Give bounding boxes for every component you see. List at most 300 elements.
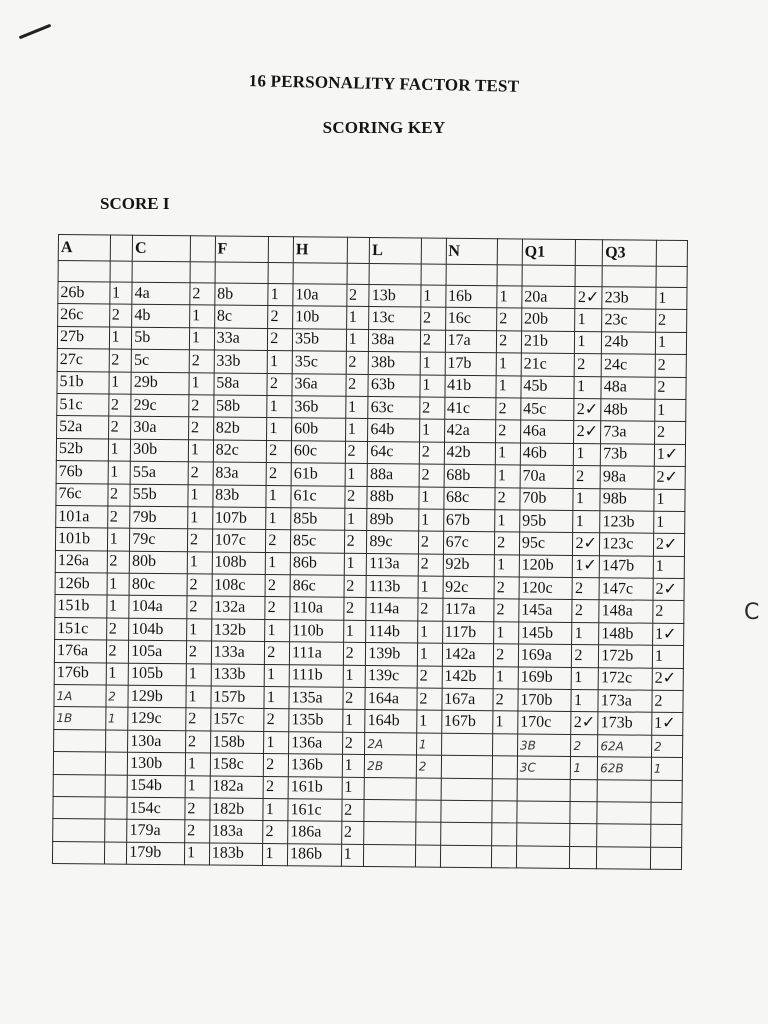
score-cell: 2 xyxy=(188,417,213,440)
score-cell: 1 xyxy=(346,329,369,352)
score-cell xyxy=(492,801,517,824)
score-cell: 2✓ xyxy=(652,668,683,691)
score-cell: 2 xyxy=(345,441,368,464)
item-cell: 48a xyxy=(601,376,655,399)
score-cell: 1 xyxy=(186,686,211,709)
score-cell: 2 xyxy=(572,645,599,668)
score-cell: 1 xyxy=(655,332,686,355)
score-cell: 2 xyxy=(268,328,293,351)
item-cell: 135b xyxy=(289,709,343,732)
score-cell: 1 xyxy=(263,843,288,866)
item-cell: 42b xyxy=(444,442,496,465)
score-cell: 1 xyxy=(421,285,446,308)
scoring-key-table xyxy=(52,234,688,870)
item-cell: 58b xyxy=(213,395,267,418)
table-row xyxy=(52,841,681,869)
score-cell: 1 xyxy=(341,844,364,867)
score-cell: 1 xyxy=(571,757,598,780)
score-cell: 1 xyxy=(416,733,441,756)
score-cell: 2 xyxy=(264,754,289,777)
item-cell: 52b xyxy=(56,438,108,461)
score-cell: 1 xyxy=(495,510,520,533)
item-cell: 83a xyxy=(213,462,267,485)
item-cell: 67b xyxy=(443,509,495,532)
item-cell: 129b xyxy=(128,685,186,708)
score-cell: 1 xyxy=(189,328,214,351)
item-cell: 58a xyxy=(214,373,268,396)
item-cell: 151b xyxy=(55,595,107,618)
score-cell: 2 xyxy=(187,596,212,619)
item-cell: 61b xyxy=(291,463,345,486)
blank-cell xyxy=(602,266,656,288)
score-cell: 2 xyxy=(494,599,519,622)
score-cell: 2 xyxy=(108,394,131,417)
item-cell xyxy=(364,799,416,822)
item-cell: 105b xyxy=(128,663,186,686)
item-cell: 107c xyxy=(212,529,266,552)
item-cell: 101b xyxy=(55,528,107,551)
item-cell: 92b xyxy=(443,554,495,577)
score-cell: 1✓ xyxy=(573,555,600,578)
item-cell: 82c xyxy=(213,440,267,463)
item-cell: 29b xyxy=(131,372,189,395)
header-blank-cell xyxy=(190,236,215,262)
score-cell: 2 xyxy=(652,690,683,713)
item-cell xyxy=(441,733,493,756)
score-cell: 1 xyxy=(571,689,598,712)
score-heading: SCORE I xyxy=(100,194,170,213)
header-blank-cell xyxy=(269,237,294,263)
score-cell xyxy=(104,819,127,842)
item-cell: 62B xyxy=(598,757,652,780)
factor-header: F xyxy=(215,236,269,263)
item-cell: 67c xyxy=(443,532,495,555)
score-cell: 1 xyxy=(417,643,442,666)
score-cell: 2 xyxy=(342,799,365,822)
item-cell: 157c xyxy=(210,708,264,731)
item-cell: 117b xyxy=(442,621,494,644)
score-cell: 2 xyxy=(189,395,214,418)
item-cell: 169b xyxy=(518,667,572,690)
score-cell: 1 xyxy=(573,488,600,511)
score-cell xyxy=(415,845,440,868)
score-cell: 1 xyxy=(268,284,293,307)
item-cell: 63c xyxy=(368,396,420,419)
score-cell: 1 xyxy=(493,666,518,689)
item-cell: 89c xyxy=(367,531,419,554)
item-cell: 13c xyxy=(369,307,421,330)
score-cell: 2 xyxy=(418,554,443,577)
score-cell: 1 xyxy=(267,395,292,418)
score-cell xyxy=(416,822,441,845)
item-cell xyxy=(597,779,651,802)
item-cell: 147b xyxy=(600,555,654,578)
score-cell: 1 xyxy=(656,287,687,310)
item-cell xyxy=(597,824,651,847)
score-cell: 2 xyxy=(268,306,293,329)
score-cell xyxy=(493,734,518,757)
item-cell: 16b xyxy=(445,285,497,308)
score-cell: 2✓ xyxy=(653,534,684,557)
item-cell: 92c xyxy=(443,576,495,599)
score-cell xyxy=(651,802,682,825)
score-cell: 2✓ xyxy=(574,398,601,421)
score-cell: 1 xyxy=(345,419,368,442)
item-cell: 120c xyxy=(519,577,573,600)
item-cell: 82b xyxy=(213,417,267,440)
score-cell xyxy=(492,778,517,801)
item-cell: 86c xyxy=(290,575,344,598)
item-cell: 114a xyxy=(366,598,418,621)
score-cell: 2 xyxy=(343,643,366,666)
item-cell: 123b xyxy=(600,511,654,534)
item-cell: 51b xyxy=(57,371,109,394)
item-cell: 110b xyxy=(290,620,344,643)
item-cell: 130a xyxy=(128,730,186,753)
item-cell: 126b xyxy=(55,573,107,596)
score-cell xyxy=(492,823,517,846)
score-cell: 2 xyxy=(342,732,365,755)
item-cell: 114b xyxy=(366,620,418,643)
score-cell xyxy=(105,730,128,753)
item-cell xyxy=(441,778,493,801)
item-cell: 24c xyxy=(601,354,655,377)
item-cell: 36a xyxy=(292,373,346,396)
score-cell: 1 xyxy=(574,443,601,466)
header-blank-cell xyxy=(347,237,370,263)
item-cell: 132a xyxy=(212,596,266,619)
score-cell: 1 xyxy=(342,710,365,733)
item-cell: 154c xyxy=(127,797,185,820)
score-cell: 1 xyxy=(493,711,518,734)
item-cell xyxy=(53,752,105,775)
score-cell: 2 xyxy=(345,486,368,509)
score-cell: 2 xyxy=(651,735,682,758)
item-cell: 172b xyxy=(599,645,653,668)
item-cell xyxy=(440,800,492,823)
item-cell: 179b xyxy=(127,842,185,865)
score-cell: 1 xyxy=(417,710,442,733)
item-cell: 68c xyxy=(443,487,495,510)
item-cell: 26b xyxy=(58,282,110,305)
score-cell: 2 xyxy=(571,734,598,757)
score-cell: 2 xyxy=(346,374,369,397)
score-cell: 1 xyxy=(343,620,366,643)
item-cell: 36b xyxy=(292,396,346,419)
item-cell: 139b xyxy=(366,643,418,666)
item-cell: 45b xyxy=(521,376,575,399)
item-cell: 157b xyxy=(211,686,265,709)
header-blank-cell xyxy=(656,240,687,266)
score-cell: 2 xyxy=(107,551,130,574)
item-cell: 170c xyxy=(518,711,572,734)
item-cell: 169a xyxy=(518,644,572,667)
item-cell: 95b xyxy=(520,510,574,533)
score-cell: 1 xyxy=(264,664,289,687)
item-cell: 183b xyxy=(209,843,263,866)
score-cell: 1 xyxy=(190,305,215,328)
score-cell: 1 xyxy=(185,753,210,776)
item-cell: 21c xyxy=(521,353,575,376)
score-cell xyxy=(105,775,128,798)
score-cell: 2 xyxy=(418,531,443,554)
item-cell: 110a xyxy=(290,597,344,620)
item-cell: 145b xyxy=(518,622,572,645)
score-cell: 1 xyxy=(345,463,368,486)
score-cell: 1 xyxy=(496,353,521,376)
score-cell: 1 xyxy=(187,619,212,642)
score-cell xyxy=(650,847,681,870)
score-cell: 1 xyxy=(264,731,289,754)
item-cell: 33a xyxy=(214,328,268,351)
score-cell: 1 xyxy=(106,663,129,686)
score-cell xyxy=(492,845,517,868)
score-cell: 1 xyxy=(105,707,128,730)
item-cell: 113a xyxy=(367,553,419,576)
score-cell: 1 xyxy=(185,775,210,798)
item-cell: 70b xyxy=(520,487,574,510)
score-cell: 1✓ xyxy=(652,713,683,736)
item-cell: 132b xyxy=(211,619,265,642)
score-cell: 2 xyxy=(497,330,522,353)
item-cell xyxy=(516,846,570,869)
item-cell: 2A xyxy=(365,732,417,755)
blank-cell xyxy=(58,261,110,282)
item-cell: 79c xyxy=(130,529,188,552)
score-cell: 2✓ xyxy=(574,421,601,444)
score-cell: 2 xyxy=(494,644,519,667)
score-cell: 1 xyxy=(572,667,599,690)
score-cell xyxy=(416,800,441,823)
score-cell xyxy=(571,779,598,802)
score-cell xyxy=(104,797,127,820)
score-cell: 2 xyxy=(107,506,130,529)
score-cell: 2✓ xyxy=(571,712,598,735)
score-cell: 1 xyxy=(266,552,291,575)
score-cell: 1 xyxy=(108,439,131,462)
score-cell: 1 xyxy=(494,622,519,645)
item-cell: 35b xyxy=(292,329,346,352)
item-cell: 186a xyxy=(288,821,342,844)
score-cell: 2 xyxy=(417,666,442,689)
item-cell: 101a xyxy=(56,505,108,528)
score-cell: 1 xyxy=(187,551,212,574)
item-cell: 73b xyxy=(601,443,655,466)
score-cell: 1 xyxy=(572,622,599,645)
page-subtitle: SCORING KEY xyxy=(322,118,446,137)
score-cell: 2 xyxy=(341,822,364,845)
score-cell: 2 xyxy=(264,709,289,732)
item-cell xyxy=(597,846,651,869)
score-cell: 2 xyxy=(266,463,291,486)
score-cell xyxy=(570,846,597,869)
factor-header: H xyxy=(293,237,347,264)
item-cell xyxy=(53,819,105,842)
item-cell: 186b xyxy=(287,843,341,866)
score-cell: 1 xyxy=(342,754,365,777)
item-cell: 38b xyxy=(368,352,420,375)
item-cell: 10a xyxy=(293,284,347,307)
score-cell: 2 xyxy=(263,776,288,799)
score-cell: 1 xyxy=(107,573,130,596)
blank-cell xyxy=(497,265,522,286)
blank-cell xyxy=(446,264,498,285)
factor-header: Q1 xyxy=(522,239,576,266)
score-cell: 2 xyxy=(265,597,290,620)
item-cell: 107b xyxy=(212,507,266,530)
item-cell: 167a xyxy=(442,688,494,711)
item-cell: 129c xyxy=(128,708,186,731)
item-cell: 120b xyxy=(519,555,573,578)
item-cell: 148b xyxy=(599,623,653,646)
score-cell: 1 xyxy=(419,486,444,509)
item-cell xyxy=(364,822,416,845)
score-cell: 1 xyxy=(264,687,289,710)
pen-stroke-mark xyxy=(19,24,52,40)
item-cell: 167b xyxy=(441,711,493,734)
score-cell: 1 xyxy=(655,399,686,422)
item-cell: 113b xyxy=(366,576,418,599)
score-cell: 2 xyxy=(189,350,214,373)
item-cell: 45c xyxy=(521,398,575,421)
score-cell: 2 xyxy=(496,420,521,443)
score-cell: 1 xyxy=(107,528,130,551)
item-cell: 20b xyxy=(521,308,575,331)
item-cell: 51c xyxy=(57,393,109,416)
item-cell: 139c xyxy=(365,665,417,688)
item-cell: 136a xyxy=(289,732,343,755)
item-cell: 173a xyxy=(598,690,652,713)
score-cell xyxy=(570,801,597,824)
score-cell: 1 xyxy=(343,665,366,688)
item-cell: 158c xyxy=(210,753,264,776)
score-cell: 2 xyxy=(572,578,599,601)
score-cell: 2 xyxy=(267,373,292,396)
score-cell: 2 xyxy=(420,330,445,353)
item-cell: 27c xyxy=(57,349,109,372)
item-cell: 5c xyxy=(131,349,189,372)
item-cell xyxy=(54,729,106,752)
score-cell: 2 xyxy=(106,685,129,708)
blank-cell xyxy=(268,263,293,284)
item-cell: 63b xyxy=(368,374,420,397)
item-cell: 142b xyxy=(442,666,494,689)
item-cell: 35c xyxy=(292,351,346,374)
item-cell: 170b xyxy=(518,689,572,712)
score-cell: 1✓ xyxy=(654,444,685,467)
item-cell: 105a xyxy=(129,640,187,663)
score-cell: 1 xyxy=(654,489,685,512)
score-cell: 2 xyxy=(496,398,521,421)
item-cell: 4a xyxy=(132,282,190,305)
item-cell: 33b xyxy=(214,350,268,373)
item-cell xyxy=(364,777,416,800)
item-cell: 64c xyxy=(368,441,420,464)
score-cell: 2 xyxy=(346,351,369,374)
item-cell: 83b xyxy=(213,485,267,508)
score-cell: 1 xyxy=(346,307,369,330)
score-cell: 1 xyxy=(417,621,442,644)
score-cell: 2 xyxy=(416,755,441,778)
item-cell: 86b xyxy=(290,552,344,575)
score-cell: 2 xyxy=(344,575,367,598)
item-cell: 161c xyxy=(288,799,342,822)
score-cell: 2 xyxy=(420,307,445,330)
blank-cell xyxy=(421,264,446,285)
score-cell: 2 xyxy=(265,575,290,598)
item-cell: 98a xyxy=(600,466,654,489)
score-cell: 2 xyxy=(575,354,602,377)
item-cell: 151c xyxy=(55,617,107,640)
item-cell: 20a xyxy=(522,286,576,309)
header-blank-cell xyxy=(421,238,446,264)
score-cell: 1 xyxy=(574,376,601,399)
item-cell: 182b xyxy=(210,798,264,821)
blank-cell xyxy=(190,262,215,283)
score-cell: 1 xyxy=(420,375,445,398)
score-cell: 2 xyxy=(653,601,684,624)
item-cell: 95c xyxy=(519,532,573,555)
score-cell: 1 xyxy=(188,439,213,462)
item-cell xyxy=(440,845,492,868)
item-cell: 27b xyxy=(57,326,109,349)
score-cell: 2 xyxy=(417,688,442,711)
factor-header: Q3 xyxy=(603,240,657,267)
score-cell: 2✓ xyxy=(653,578,684,601)
score-cell: 2 xyxy=(418,598,443,621)
item-cell: 68b xyxy=(444,464,496,487)
item-cell: 76c xyxy=(56,483,108,506)
score-cell: 2 xyxy=(185,798,210,821)
item-cell: 108c xyxy=(212,574,266,597)
item-cell: 133b xyxy=(211,664,265,687)
score-cell: 2 xyxy=(495,532,520,555)
item-cell: 104b xyxy=(129,618,187,641)
score-cell: 2 xyxy=(654,422,685,445)
item-cell: 182a xyxy=(210,776,264,799)
score-cell: 2 xyxy=(655,377,686,400)
item-cell: 41b xyxy=(445,375,497,398)
item-cell: 30a xyxy=(131,417,189,440)
item-cell xyxy=(364,844,416,867)
item-cell: 13b xyxy=(369,284,421,307)
score-cell: 2 xyxy=(497,308,522,331)
item-cell: 3B xyxy=(517,734,571,757)
item-cell: 55b xyxy=(130,484,188,507)
score-cell: 1 xyxy=(418,576,443,599)
score-cell: 2 xyxy=(344,531,367,554)
score-cell xyxy=(570,824,597,847)
page-title: 16 PERSONALITY FACTOR TEST xyxy=(248,71,520,96)
item-cell: 148a xyxy=(599,600,653,623)
score-cell: 2 xyxy=(572,600,599,623)
item-cell: 104a xyxy=(129,596,187,619)
score-cell: 2 xyxy=(419,442,444,465)
blank-cell xyxy=(369,263,421,284)
item-cell: 17a xyxy=(445,330,497,353)
item-cell: 52a xyxy=(57,416,109,439)
item-cell: 61c xyxy=(291,485,345,508)
item-cell: 21b xyxy=(521,331,575,354)
blank-cell xyxy=(110,261,133,282)
item-cell: 16c xyxy=(445,308,497,331)
score-cell: 2 xyxy=(187,529,212,552)
item-cell: 70a xyxy=(520,465,574,488)
header-blank-cell xyxy=(497,239,522,265)
item-cell xyxy=(517,801,571,824)
item-cell: 23b xyxy=(602,287,656,310)
factor-header: C xyxy=(132,235,190,262)
